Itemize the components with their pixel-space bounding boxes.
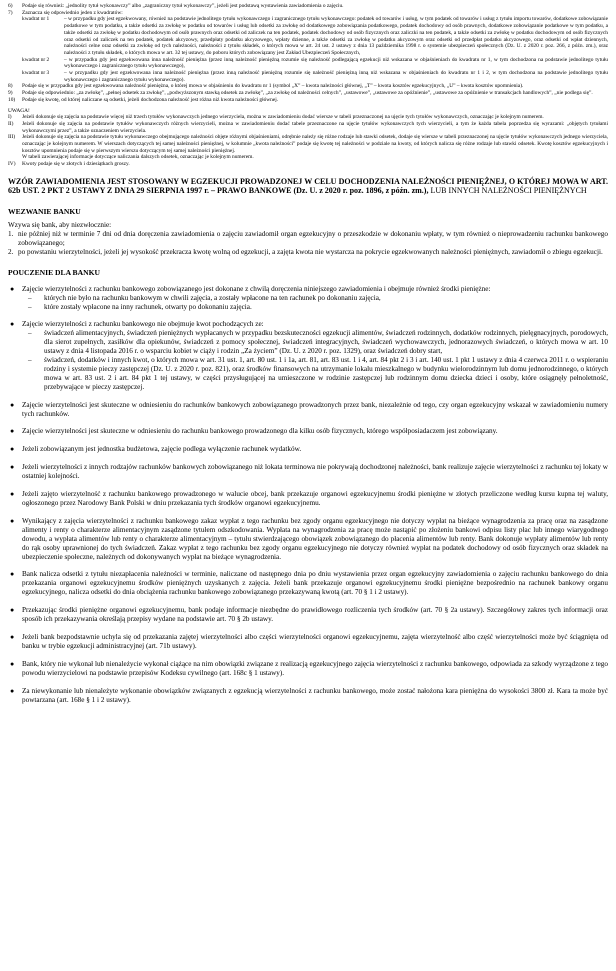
pouczenie-item: [8, 285, 608, 312]
pouczenie-item-body: [22, 401, 608, 419]
pouczenie-item-body: [22, 606, 608, 624]
template-heading-normal: LUB INNYCH NALEŻNOŚCI PIENIĘŻNYCH: [428, 186, 587, 196]
footnote-10: 10) Podaje się kwotę, od której naliczane są odsetki, jeżeli dochodzona należność jest różna niż kwota należności głównej.: [8, 96, 279, 103]
pouczenie-item-body: [22, 320, 608, 391]
document-page: [8, 0, 608, 704]
bullet-icon: ●: [10, 284, 15, 293]
pouczenie-item-body: [22, 445, 608, 454]
pouczenie-subitem-text: których nie było na rachunku bankowym w chwili zajęcia, a zostały wpłacone na ten rachunek po dokonaniu zajęcia,: [44, 293, 381, 302]
pouczenie-item-body: [22, 517, 608, 562]
pouczenie-subitem: [22, 356, 608, 392]
pouczenie-subitem: [22, 294, 608, 303]
uwaga-4: IV) Kwoty podaje się w złotych i dziesiątkach groszy.: [8, 161, 130, 168]
wezwanie-intro: Wzywa się bank, aby niezwłocznie:: [8, 221, 112, 230]
bullet-icon: ●: [10, 570, 15, 579]
pouczenie-item-body: [22, 427, 608, 436]
pouczenie-item: [8, 606, 608, 624]
bullet-icon: ●: [10, 659, 15, 668]
bullet-icon: ●: [10, 427, 15, 436]
pouczenie-subitem-text: które zostały wpłacone na inny rachunek, otwarty po dokonaniu zajęcia.: [44, 302, 252, 311]
uwaga-3-continued: W tabeli zawierającej informacje dotyczące naliczania dalszych odsetek, oznaczając je kolejnym numerem.: [22, 154, 254, 161]
bullet-icon: ●: [10, 445, 15, 454]
template-heading-bold: WZÓR ZAWIADOMIENIA JEST STOSOWANY W EGZEKUCJI PROWADZONEJ W CELU DOCHODZENIA NALEŻNOŚCI PIENIĘŻNEJ, O KTÓREJ MOWA W ART. 62b UST. 2 PKT 2 USTAWY Z DNIA 29 SIERPNIA 1997 r. – PRAWO BANKOWE (Dz. U. z 2020 r. poz. 1896, z późn. zm.),: [8, 176, 608, 196]
pouczenie-item-text: Zajęcie wierzytelności z rachunku bankowego nie obejmuje kwot pochodzących ze:: [22, 320, 264, 329]
uwaga-2: II) Jeżeli dokonuje się zajęcia na podstawie tytułów wykonawczych różnych wierzycieli, można w zawiadomieniu dodać tabele przeznaczone na ujęcie tytułów wykonawczych tych wierzycieli, a tym że każda tabela poprzedza się wyrazami: „objętych tytułami wykonawczymi przez”, a także oznaczeniem wierzyciela.: [8, 120, 608, 134]
pouczenie-item-body: [22, 687, 608, 705]
pouczenie-subitem-text: świadczeń alimentacyjnych, świadczeń pieniężnych wypłacanych w przypadku bezskuteczności egzekucji alimentów, świadczeń rodzinnych, dodatków rodzinnych, pielęgnacyjnych, porodowych, dla sierot zupełnych, zasiłków dla opiekunów, świadczeń z pomocy społecznej, świadczeń integracyjnych, świadczeń wychowawczych, jednorazowych świadczeń, o których mowa w art. 10 ustawy z dnia 4 listopada 2016 r. o wsparciu kobiet w ciąży i rodzin „Za życiem” (Dz. U. z 2020 r. poz. 1329), oraz świadczeń dobry start,: [44, 329, 608, 356]
pouczenie-item: [8, 427, 608, 436]
pouczenie-item: [8, 633, 608, 651]
kwadrat-2-note: kwadrat nr 2 – w przypadku gdy jest egzekwowana inna należność pieniężna (przez inną należność pieniężną rozumie się należność podlegającą egzekucji niż wskazana w objaśnieniach do kwadratu nr 1, w tym dochodzona na podstawie jednolitego tytułu wykonawczego i zagranicznego tytułu wykonawczego),: [22, 56, 608, 70]
pouczenie-item-text: Bank, który nie wykonał lub nienależycie wykonał ciążące na nim obowiązki związane z realizacją egzekucyjnego zajęcia wierzytelności z rachunku bankowego, odpowiada za szkody wyrządzone z tego powodu wierzycielowi na podstawie przepisów Kodeksu cywilnego (art. 168c § 1 ustawy).: [22, 659, 608, 677]
pouczenie-item: [8, 463, 608, 481]
footnote-8: 8) Podaje się w przypadku gdy jest egzekwowana należność pieniężna, o której mowa w objaśnieniu do kwadratu nr 1 (symbol „X” – kwota należności głównej, „T” – kwota kosztów egzekucyjnych, „U” – kwota kosztów upomnienia).: [8, 83, 524, 90]
kwadrat-3-note: kwadrat nr 3 – w przypadku gdy jest egzekwowana inna należność pieniężna (przez inną należność pieniężną rozumie się należność pieniężną inną niż wskazana w objaśnieniach do kwadratu nr 1 i 2, w tym dochodzona na podstawie jednolitego tytułu wykonawczego i zagranicznego tytułu wykonawczego).: [22, 70, 608, 83]
pouczenie-list: [8, 285, 608, 705]
bullet-icon: ●: [10, 490, 15, 499]
pouczenie-subitem: [22, 329, 608, 356]
footnote-9: 9) Podaje się odpowiednio: „za zwłokę”, „pełnej odsetek za zwłokę”, „podwyższonym stawką odsetek za zwłokę”, „za zwłokę od należności celnych”, „ustawowe”, „ustawowe za opóźnienie”, „ustawowe za opóźnienie w transakcjach handlowych”, „nie podlega się”.: [8, 90, 593, 97]
pouczenie-item-text: Wynikający z zajęcia wierzytelności z rachunku bankowego zakaz wypłat z tego rachunku bez zgody organu egzekucyjnego nie dotyczy wypłat na bieżące wynagrodzenia za pracę oraz na zasądzone alimenty i renty o charakterze alimentacyjnym zasądzone tytułem odszkodowania. Wypłata na wynagrodzenia za pracę może nastąpić po złożeniu bankowi odpisu listy płac lub innego wiarygodnego dowodu, a wypłata alimentów lub renty o charakterze alimentacyjnym – tytułu stwierdzającego obowiązek zobowiązanego do płacenia alimentów lub renty. Bank dokonuje wypłaty alimentów lub renty do rąk osoby uprawnionej do tych świadczeń. Zakaz wypłat z tego rachunku bez zgody organu egzekucyjnego nie dotyczy również wypłat na podatek dochodowy od osób fizycznych oraz składek na ubezpieczenie społeczne, należnych od dokonywanych wypłat na bieżące wynagrodzenia.: [22, 516, 608, 561]
bullet-icon: ●: [10, 606, 15, 615]
pouczenie-item: [8, 660, 608, 678]
footnote-7: 7) Zaznacza się odpowiednio jeden z kwadratów:: [8, 9, 123, 16]
bullet-icon: ●: [10, 686, 15, 695]
dash-icon: –: [28, 356, 32, 365]
pouczenie-item: [8, 401, 608, 419]
pouczenie-item-body: [22, 285, 608, 312]
pouczenie-item: [8, 687, 608, 705]
dash-icon: –: [28, 329, 32, 338]
pouczenie-item: [8, 570, 608, 597]
pouczenie-item-body: [22, 463, 608, 481]
uwagi-title: UWAGA!: [8, 107, 30, 114]
pouczenie-item-text: Za niewykonanie lub nienależyte wykonanie obowiązków związanych z egzekucją wierzytelności z rachunku bankowego, może zostać nałożona kara pieniężna do wysokości 3800 zł. Kara ta może być powtarzana (art. 168e § 1 i 2 ustawy).: [22, 686, 608, 704]
pouczenie-item-text: Jeżeli zobowiązanym jest jednostka budżetowa, zajęcie podlega wyłączenie rachunek wydatków.: [22, 445, 302, 454]
uwaga-3: III) Jeżeli dokonuje się zajęcia na podstawie tytułu wykonawczego obejmującego należności objęte różnymi objaśnieniami, odrębnie należy się różne rodzaje lub stawki odsetek, dodaje się wiersze w tabeli przeznaczonej na ujęcie tytułów wykonawczych jednego wierzyciela, oznaczając je kolejnym numerem. W wierszach dotyczących tej samej należności pieniężnej, w kolumnie „kwota należności” podaje się kwotę tej należności w podziale na kwoty, od których nalicza się różne rodzaje lub stawki odsetek. Kwotę kosztów egzekucyjnych i kosztów upomnienia podaje się w pierwszym wierszu dotyczącym tej samej należności pieniężnej.: [8, 134, 608, 154]
wezwanie-list: [8, 230, 608, 257]
pouczenie-item-text: Zajęcie wierzytelności jest skuteczne w odniesieniu do rachunków bankowych zobowiązanego prowadzonych przez bank, niezależnie od tego, czy organ egzekucyjny wskazał w zawiadomieniu numery tych rachunków.: [22, 400, 608, 418]
pouczenie-item: [8, 445, 608, 454]
pouczenie-item-text: Przekazując środki pieniężne organowi egzekucyjnemu, bank podaje informacje niezbędne do prawidłowego rozliczenia tych środków (art. 70 § 2a ustawy). Szczegółowy zakres tych informacji oraz sposób ich przekazywania określają przepisy wydane na podstawie art. 70 § 2b ustawy.: [22, 606, 608, 624]
pouczenie-item-text: Zajęcie wierzytelności jest skuteczne w odniesieniu do rachunku bankowego prowadzonego dla kilku osób fizycznych, którego współposiadaczem jest zobowiązany.: [22, 427, 498, 436]
pouczenie-item: [8, 517, 608, 562]
bullet-icon: ●: [10, 320, 15, 329]
pouczenie-item: [8, 320, 608, 391]
footnotes: [8, 3, 608, 168]
uwaga-1: I) Jeżeli dokonuje się zajęcia na podstawie więcej niż trzech tytułów wykonawczych jednego wierzyciela, można w zawiadomieniu dodać wiersze w tabeli przeznaczonej na ujęcie tych tytułów wykonawczych, oznaczając je kolejnym numerem.: [8, 114, 544, 121]
wezwanie-title: WEZWANIE BANKU: [8, 207, 81, 217]
pouczenie-item-text: Jeżeli bank bezpodstawnie uchyla się od przekazania zajętej wierzytelności albo części wierzytelności organowi egzekucyjnemu, zajęta wierzytelność albo część wierzytelności może być ściągnięta od banku w trybie egzekucji administracyjnej (art. 71b ustawy).: [22, 632, 608, 650]
pouczenie-item-text: Zajęcie wierzytelności z rachunku bankowego zobowiązanego jest dokonane z chwilą doręczenia niniejszego zawiadomienia i obejmuje również środki pieniężne:: [22, 284, 491, 293]
pouczenie-item-text: Bank nalicza odsetki z tytułu niezapłacenia należności w terminie, naliczane od następnego dnia po dniu wystawienia przez organ egzekucyjny zawiadomienia o zajęciu rachunku bankowego do dnia przekazania organowi egzekucyjnemu środków pieniężnych uzyskanych z zajęcia. Jeżeli bank przekazuje organowi egzekucyjnemu środki pieniężne bezpośrednio na rachunek bankowy organu egzekucyjnego, nalicza odsetki do dnia obciążenia rachunku bankowego zobowiązanego przekazywaną kwotą (art. 70 § 1 i 2 ustawy).: [22, 570, 608, 597]
pouczenie-subitem-text: świadczeń, dodatków i innych kwot, o których mowa w art. 31 ust. 1, art. 80 ust. 1 i 1a, art. 81, art. 83 ust. 1 i 4, art. 84 pkt 2 i 3 i art. 140 ust. 1 pkt 1 ustawy z dnia 4 czerwca 2011 r. o wspieraniu rodziny i systemie pieczy zastępczej (Dz. U. z 2020 r. poz. 821), oraz środków finansowych na utrzymanie lokalu mieszkalnego w budynku wielorodzinnym lub domu jednorodzinnego, o których mowa w art. 83 ust. 2 i art. 84 pkt 1 tej ustawy, w części przysługującej na umieszczone w rodzinie zastępczej lub rodzinnym domu dziecka dzieci i osoby, które osiągnęły pełnoletność, przebywające w pieczy zastępczej.: [44, 356, 608, 391]
bullet-icon: ●: [10, 516, 15, 525]
template-heading: [8, 177, 608, 196]
bullet-icon: ●: [10, 400, 15, 409]
pouczenie-item-body: [22, 660, 608, 678]
kwadrat-1-note: kwadrat nr 1 – w przypadku gdy jest egzekwowany, również na podstawie jednolitego tytułu wykonawczego i zagranicznego tytułu wykonawczego: podatek od towarów i usług, w tym podatek od towarów i usług z tytułu importu towarów, dodatkowe zobowiązanie podatkowe w tym podatku, a także odsetki za zwłokę w podatku od towarów i usług lub odsetki za zwłokę od dodatkowego zobowiązania podatkowego, podatek dochodowy od osób prawnych, dodatkowe zobowiązanie podatkowe w tym podatku, a także odsetki za zwłokę w podatku dochodowym od osób prawnych oraz odsetki od zaliczek na ten podatek, podatek dochodowy od osób fizycznych oraz zaliczki na ten podatek, a także odsetki za zwłokę w podatku dochodowym od osób fizycznych oraz odsetki od zaliczek na ten podatek, podatek akcyzowy, przedpłaty podatku akcyzowego, wpłaty dzienne, a także odsetki za zwłokę w podatku akcyzowym oraz odsetki od przedpłat podatku akcyzowego, oraz odsetki od wpłat dziennych, należności celne oraz odsetki za zwłokę od tych należności, należności z tytułu składek, o których mowa w art. 24 ust. 2 ustawy z dnia 13 października 1998 r. o systemie ubezpieczeń społecznych (Dz. U. z 2020 r. poz. 266, z późn. zm.), oraz należności z tytułu składek, o których mowa w art. 32 tej ustawy, do poboru których zobowiązany jest Zakład Ubezpieczeń Społecznych,: [22, 16, 608, 56]
bullet-icon: ●: [10, 632, 15, 641]
pouczenie-item-body: [22, 633, 608, 651]
pouczenie-item-text: Jeżeli wierzytelności z innych rodzajów rachunków bankowych zobowiązanego niż lokata terminowa nie pokrywają dochodzonej należności, bank realizuje zajęcie wierzytelności z rachunku tej lokaty w ostatniej kolejności.: [22, 463, 608, 481]
dash-icon: –: [28, 302, 32, 311]
pouczenie-item-body: [22, 570, 608, 597]
wezwanie-item-1: 1. nie później niż w terminie 7 dni od dnia doręczenia zawiadomienia o zajęciu zawiadomił organ egzekucyjny o przeszkodzie w dokonaniu wpłaty, w tym również o nieprowadzeniu rachunku bankowego zobowiązanego;: [8, 229, 608, 247]
pouczenie-title: POUCZENIE DLA BANKU: [8, 267, 100, 277]
footnote-6: 6) Podaje się również: „jednolity tytuł wykonawczy” albo „zagraniczny tytuł wykonawczy”, jeżeli jest podstawą wystawienia zawiadomienia o zajęciu.: [8, 3, 344, 9]
pouczenie-subitem: [22, 303, 608, 312]
dash-icon: –: [28, 293, 32, 302]
pouczenie-item-body: [22, 490, 608, 508]
wezwanie-item-2: 2. po powstaniu wierzytelności, jeżeli jej wysokość przekracza kwotę wolną od egzekucji, a zajęta kwota nie wystarcza na pokrycie egzekwowanych należności pieniężnych, zawiadomił o zbiegu egzekucji.: [8, 247, 603, 256]
pouczenie-item-text: Jeżeli zajęto wierzytelność z rachunku bankowego prowadzonego w walucie obcej, bank przekazuje organowi egzekucyjnemu środki pieniężne w złotych przeliczone według kursu kupna tej waluty, ogłoszonego przez Narodowy Bank Polski w dniu przekazania tych środków organowi egzekucyjnemu.: [22, 490, 608, 507]
pouczenie-item: [8, 490, 608, 508]
bullet-icon: ●: [10, 463, 15, 472]
